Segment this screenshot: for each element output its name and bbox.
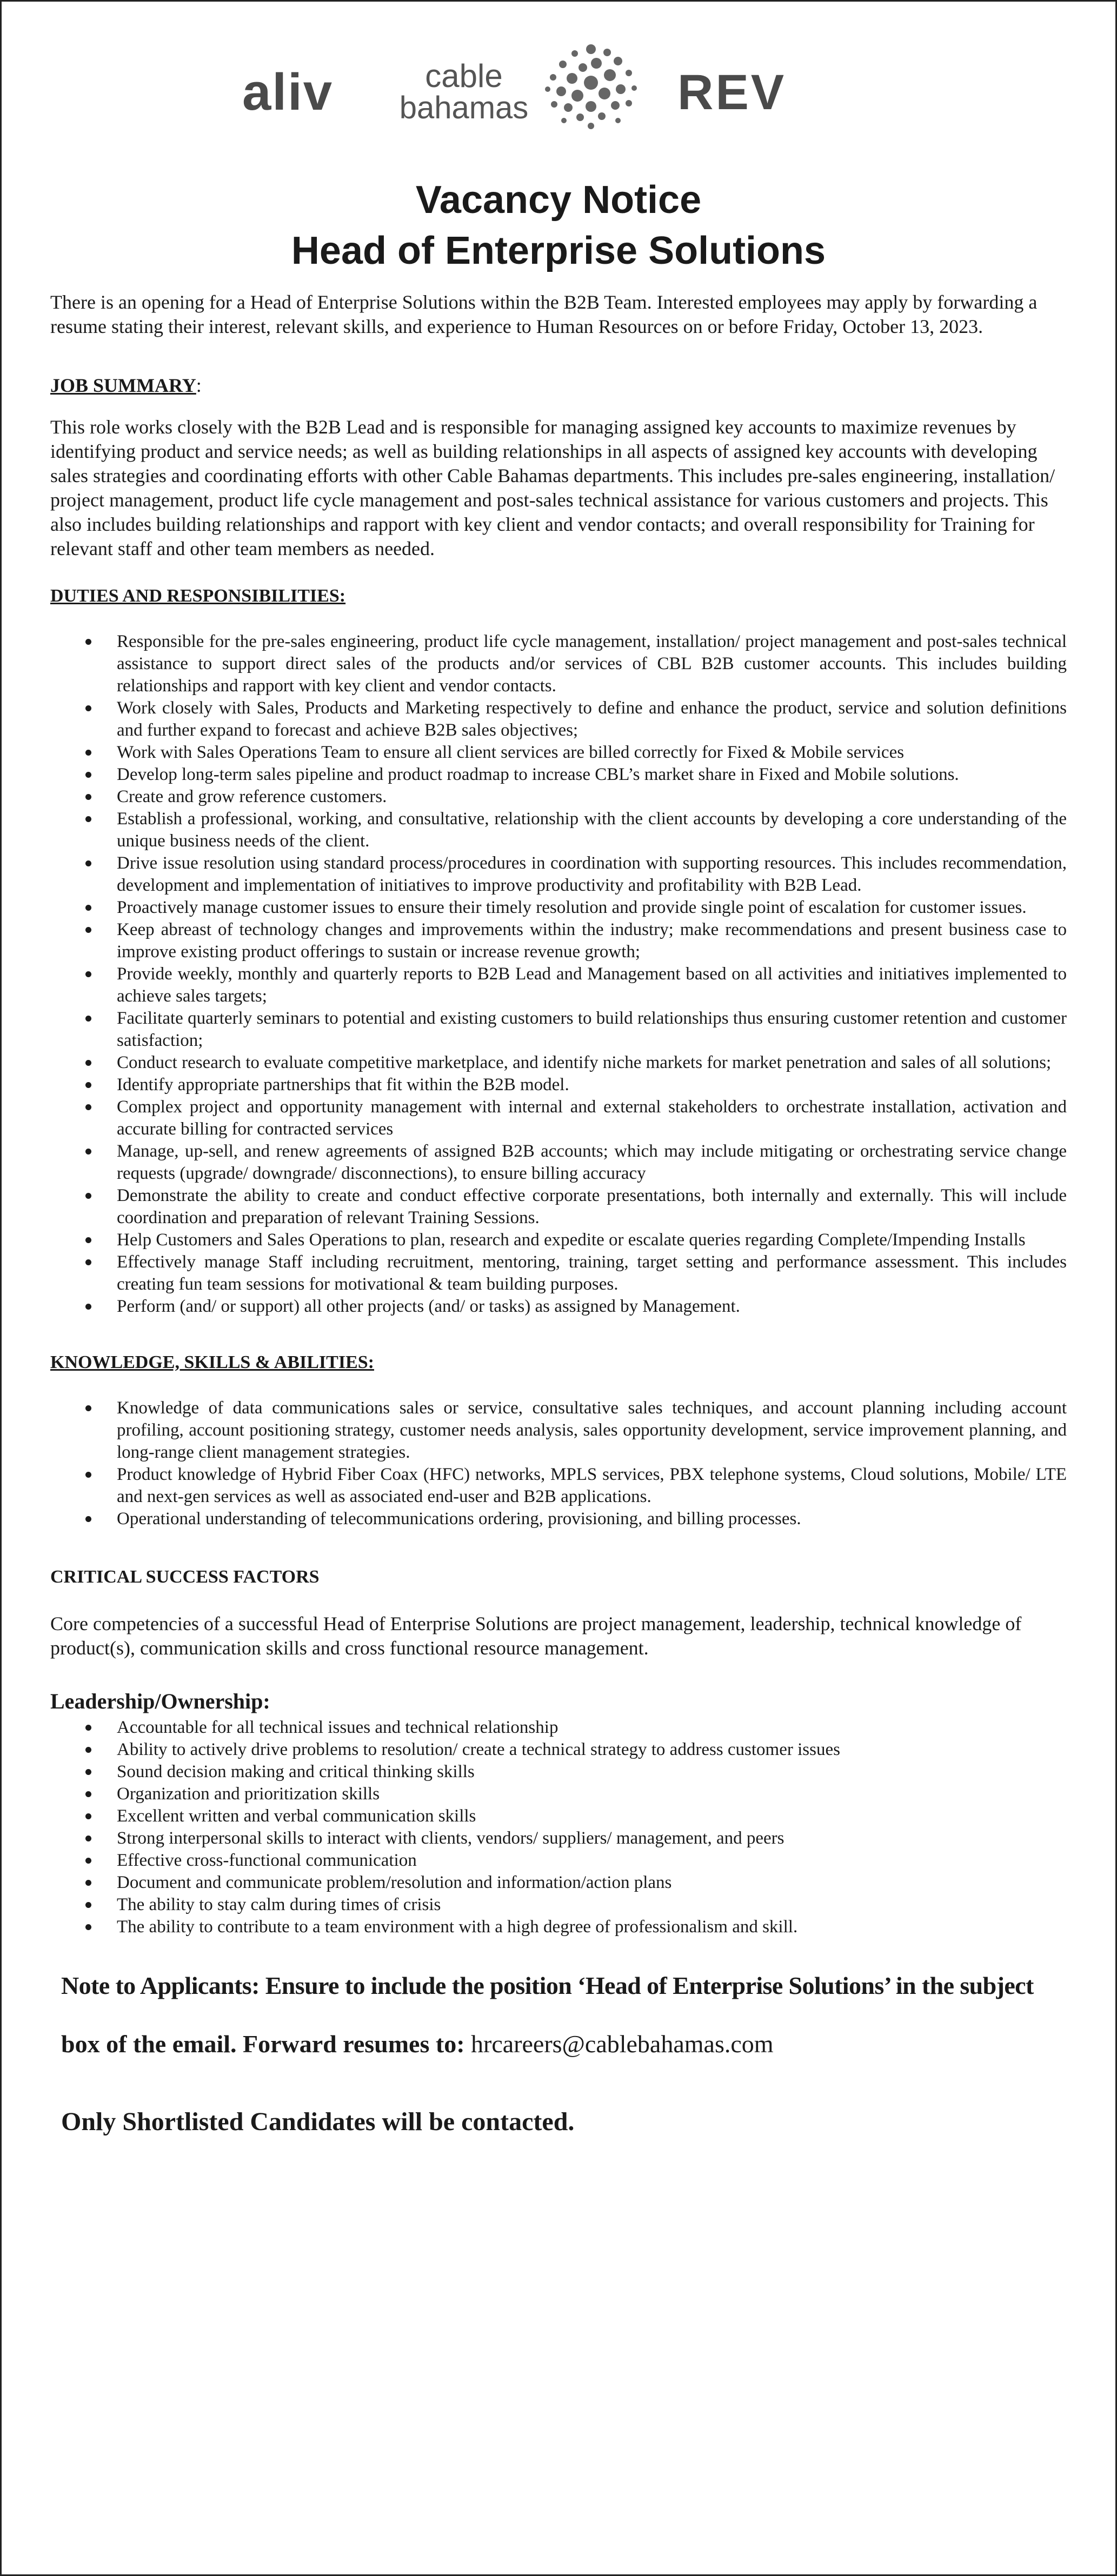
shortlist-notice: Only Shortlisted Candidates will be contacted. — [61, 2107, 575, 2136]
page-title — [50, 175, 1067, 276]
title-line2: Head of Enterprise Solutions — [291, 229, 826, 272]
logo-header — [2, 29, 1115, 126]
list-item: Work closely with Sales, Products and Marketing respectively to define and enhance the product, service and solution definitions and further expand to forecast and achieve B2B sales objectives; — [50, 697, 1067, 742]
list-item: Drive issue resolution using standard process/procedures in coordination with supporting resources. This includes recommendation, development and implementation of initiatives to improve productivity and profitability with B2B Lead. — [50, 852, 1067, 897]
note-line1: Note to Applicants: Ensure to include the position ‘Head of Enterprise Solutions’ in the subject — [61, 1972, 1034, 1999]
knowledge-list — [50, 1397, 1067, 1530]
cable-logo-line2: bahamas — [399, 90, 529, 125]
list-item: Responsible for the pre-sales engineering, product life cycle management, installation/ project management and post-sales technical assistance to support direct sales of the products and/or services of CBL B2B customer accounts. This includes building relationships and rapport with key client and vendor contacts. — [50, 631, 1067, 697]
intro-paragraph: There is an opening for a Head of Enterprise Solutions within the B2B Team. Interested employees may apply by forwarding a resume stating their interest, relevant skills, and experience to Human Resources on or before Friday, October 13, 2023. — [50, 291, 1038, 337]
leadership-list — [50, 1717, 1067, 1938]
title-line1: Vacancy Notice — [415, 178, 702, 222]
list-item: Manage, up-sell, and renew agreements of assigned B2B accounts; which may include mitigating or orchestrating service change requests (upgrade/ downgrade/ disconnections), to ensure billing accuracy — [50, 1140, 1067, 1185]
list-item: Strong interpersonal skills to interact with clients, vendors/ suppliers/ management, and peers — [50, 1827, 1067, 1850]
duties-list — [50, 631, 1067, 1318]
cable-logo-line1: cable — [425, 58, 503, 94]
critical-success-text: Core competencies of a successful Head of Enterprise Solutions are project management, leadership, technical knowledge of product(s), communication skills and cross functional resource management. — [50, 1613, 1022, 1659]
list-item: Help Customers and Sales Operations to plan, research and expedite or escalate queries regarding Complete/Impending Installs — [50, 1229, 1067, 1251]
job-summary-heading — [50, 373, 1067, 398]
list-item: Effectively manage Staff including recruitment, mentoring, training, target setting and performance assessment. This includes creating fun team sessions for motivational & team building purposes. — [50, 1251, 1067, 1296]
list-item: Product knowledge of Hybrid Fiber Coax (HFC) networks, MPLS services, PBX telephone systems, Cloud solutions, Mobile/ LTE and next-gen services as well as associated end-user and B2B applications. — [50, 1464, 1067, 1508]
aliv-logo: aliv — [242, 63, 334, 121]
cable-bahamas-dots-icon — [537, 39, 645, 137]
list-item: Proactively manage customer issues to ensure their timely resolution and provide single point of escalation for customer issues. — [50, 897, 1067, 919]
list-item: Facilitate quarterly seminars to potential and existing customers to build relationships thus ensuring customer retention and customer satisfaction; — [50, 1007, 1067, 1052]
job-summary-text: This role works closely with the B2B Lead and is responsible for managing assigned key accounts to maximize revenues by identifying product and service needs; as well as building relationships in all aspects of assigned key accounts with developing sales strategies and coordinating efforts with other Cable Bahamas departments. This includes pre-sales engineering, installation/ project management, product life cycle management and post-sales technical assistance for various customers and projects. This also includes building relationships and rapport with key client and vendor contacts; and overall responsibility for Training for relevant staff and other team members as needed. — [50, 416, 1055, 559]
knowledge-heading: KNOWLEDGE, SKILLS & ABILITIES: — [50, 1352, 374, 1372]
list-item: Work with Sales Operations Team to ensure all client services are billed correctly for Fixed & Mobile services — [50, 742, 1067, 764]
list-item: Keep abreast of technology changes and improvements within the industry; make recommendations and present business case to improve existing product offerings to sustain or increase revenue growth; — [50, 919, 1067, 963]
list-item: The ability to contribute to a team environment with a high degree of professionalism and skill. — [50, 1916, 1067, 1938]
list-item: Operational understanding of telecommunications ordering, provisioning, and billing processes. — [50, 1508, 1067, 1530]
list-item: Effective cross-functional communication — [50, 1850, 1067, 1872]
rev-logo: REV — [677, 65, 787, 120]
note-forward-label: box of the email. Forward resumes to: — [61, 2030, 465, 2058]
leadership-heading: Leadership/Ownership: — [50, 1689, 270, 1713]
critical-success-heading: CRITICAL SUCCESS FACTORS — [50, 1567, 320, 1587]
note-to-applicants — [61, 1971, 1067, 2059]
list-item: Document and communicate problem/resolution and information/action plans — [50, 1872, 1067, 1894]
list-item: The ability to stay calm during times of crisis — [50, 1894, 1067, 1916]
list-item: Provide weekly, monthly and quarterly reports to B2B Lead and Management based on all activities and initiatives implemented to achieve sales targets; — [50, 963, 1067, 1007]
list-item: Develop long-term sales pipeline and product roadmap to increase CBL’s market share in Fixed and Mobile solutions. — [50, 764, 1067, 786]
list-item: Conduct research to evaluate competitive marketplace, and identify niche markets for market penetration and sales of all solutions; — [50, 1052, 1067, 1074]
list-item: Perform (and/ or support) all other projects (and/ or tasks) as assigned by Management. — [50, 1296, 1067, 1318]
list-item: Organization and prioritization skills — [50, 1783, 1067, 1805]
job-summary-heading-colon: : — [196, 375, 202, 396]
note-line2 — [61, 2029, 1067, 2059]
list-item: Identify appropriate partnerships that fit within the B2B model. — [50, 1074, 1067, 1096]
list-item: Ability to actively drive problems to resolution/ create a technical strategy to address customer issues — [50, 1739, 1067, 1761]
duties-heading: DUTIES AND RESPONSIBILITIES: — [50, 586, 346, 606]
list-item: Establish a professional, working, and consultative, relationship with the client accounts by developing a core understanding of the unique business needs of the client. — [50, 808, 1067, 852]
document-body — [50, 175, 1067, 2137]
list-item: Sound decision making and critical thinking skills — [50, 1761, 1067, 1783]
list-item: Demonstrate the ability to create and conduct effective corporate presentations, both internally and externally. This will include coordination and preparation of relevant Training Sessions. — [50, 1185, 1067, 1229]
email-link[interactable]: hrcareers@cablebahamas.com — [471, 2030, 774, 2058]
list-item: Accountable for all technical issues and technical relationship — [50, 1717, 1067, 1739]
list-item: Complex project and opportunity management with internal and external stakeholders to orchestrate installation, activation and accurate billing for contracted services — [50, 1096, 1067, 1140]
list-item: Knowledge of data communications sales or service, consultative sales techniques, and account planning including account profiling, account positioning strategy, customer needs analysis, sales opportunity development, service improvement planning, and long-range client management strategies. — [50, 1397, 1067, 1464]
list-item: Create and grow reference customers. — [50, 786, 1067, 808]
list-item: Excellent written and verbal communication skills — [50, 1805, 1067, 1827]
job-summary-heading-text: JOB SUMMARY — [50, 375, 196, 396]
cable-bahamas-logo — [394, 60, 534, 124]
